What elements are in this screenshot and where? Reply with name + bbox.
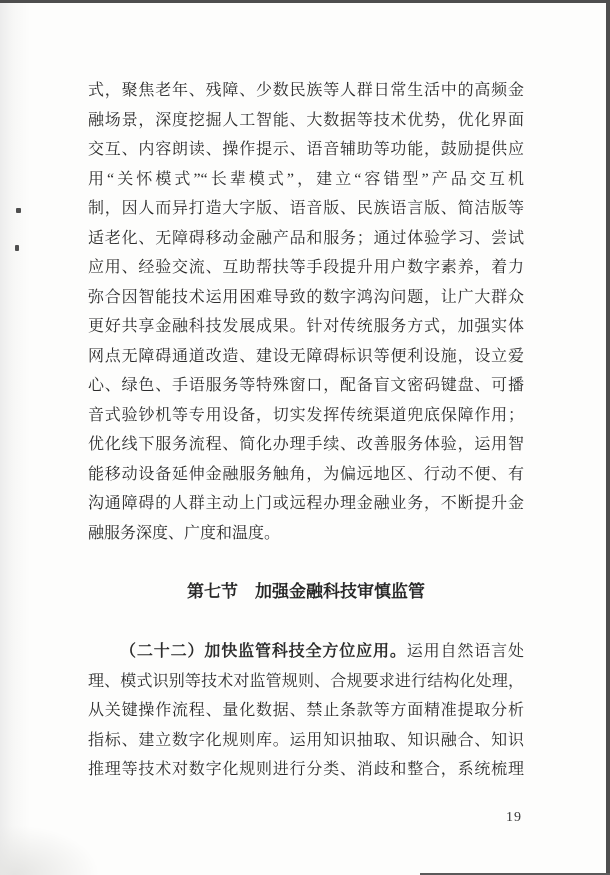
section-heading: 第七节 加强金融科技审慎监管 [187,582,425,601]
scan-speck [16,208,21,213]
text-line: 应用、经验交流、互助帮扶等手段提升用户数字素养，着力 [88,259,524,276]
text-line: 推理等技术对数字化规则进行分类、消歧和整合，系统梳理 [88,761,524,778]
item-22-text-start: 运用自然语言处 [406,643,524,660]
text-line: 用“关怀模式”“长辈模式”，建立“容错型”产品交互机 [88,170,524,188]
text-line: 心、绿色、手语服务等特殊窗口，配备盲文密码键盘、可播 [88,377,524,394]
text-line: 弥合因智能技术运用困难导致的数字鸿沟问题，让广大群众 [88,288,524,306]
scan-shadow-left [0,3,30,875]
text-line: 从关键操作流程、量化数据、禁止条款等方面精准提取分析 [88,702,524,719]
text-line: 音式验钞机等专用设备，切实发挥传统渠道兜底保障作用； [88,406,524,424]
item-22-title: （二十二）加快监管科技全方位应用。 [120,643,407,660]
text-line: 理、模式识别等技术对监管规则、合规要求进行结构化处理， [88,672,524,690]
text-line: 适老化、无障碍移动金融产品和服务；通过体验学习、尝试 [88,229,524,247]
body-paragraph-continuation [88,76,524,548]
page-number: 19 [506,810,522,825]
text-line: 能移动设备延伸金融服务触角，为偏远地区、行动不便、有 [88,465,524,483]
text-line: 优化线下服务流程、简化办理手续、改善服务体验，运用智 [88,436,524,453]
text-line: 网点无障碍通道改造、建设无障碍标识等便利设施，设立爱 [88,347,524,365]
text-line: 交互、内容朗读、操作提示、语音辅助等功能，鼓励提供应 [88,141,524,158]
scan-edge-top [0,0,610,3]
text-line: 融服务深度、广度和温度。 [88,524,281,542]
text-line: 更好共享金融科技发展成果。针对传统服务方式，加强实体 [88,318,524,335]
body-paragraph-item-22 [88,637,524,785]
text-line: 指标、建立数字化规则库。运用知识抽取、知识融合、知识 [88,731,524,749]
text-line [88,637,524,667]
text-line: 制，因人而异打造大字版、语音版、民族语言版、简洁版等 [88,200,524,217]
text-line: 沟通障碍的人群主动上门或远程办理金融业务，不断提升金 [88,495,524,512]
scan-edge-right [606,0,610,875]
text-line: 式，聚焦老年、残障、少数民族等人群日常生活中的高频金 [88,82,524,99]
scan-speck [15,245,19,251]
text-line: 融场景，深度挖掘人工智能、大数据等技术优势，优化界面 [88,111,524,129]
scan-smudge-bottom-left [0,825,100,875]
